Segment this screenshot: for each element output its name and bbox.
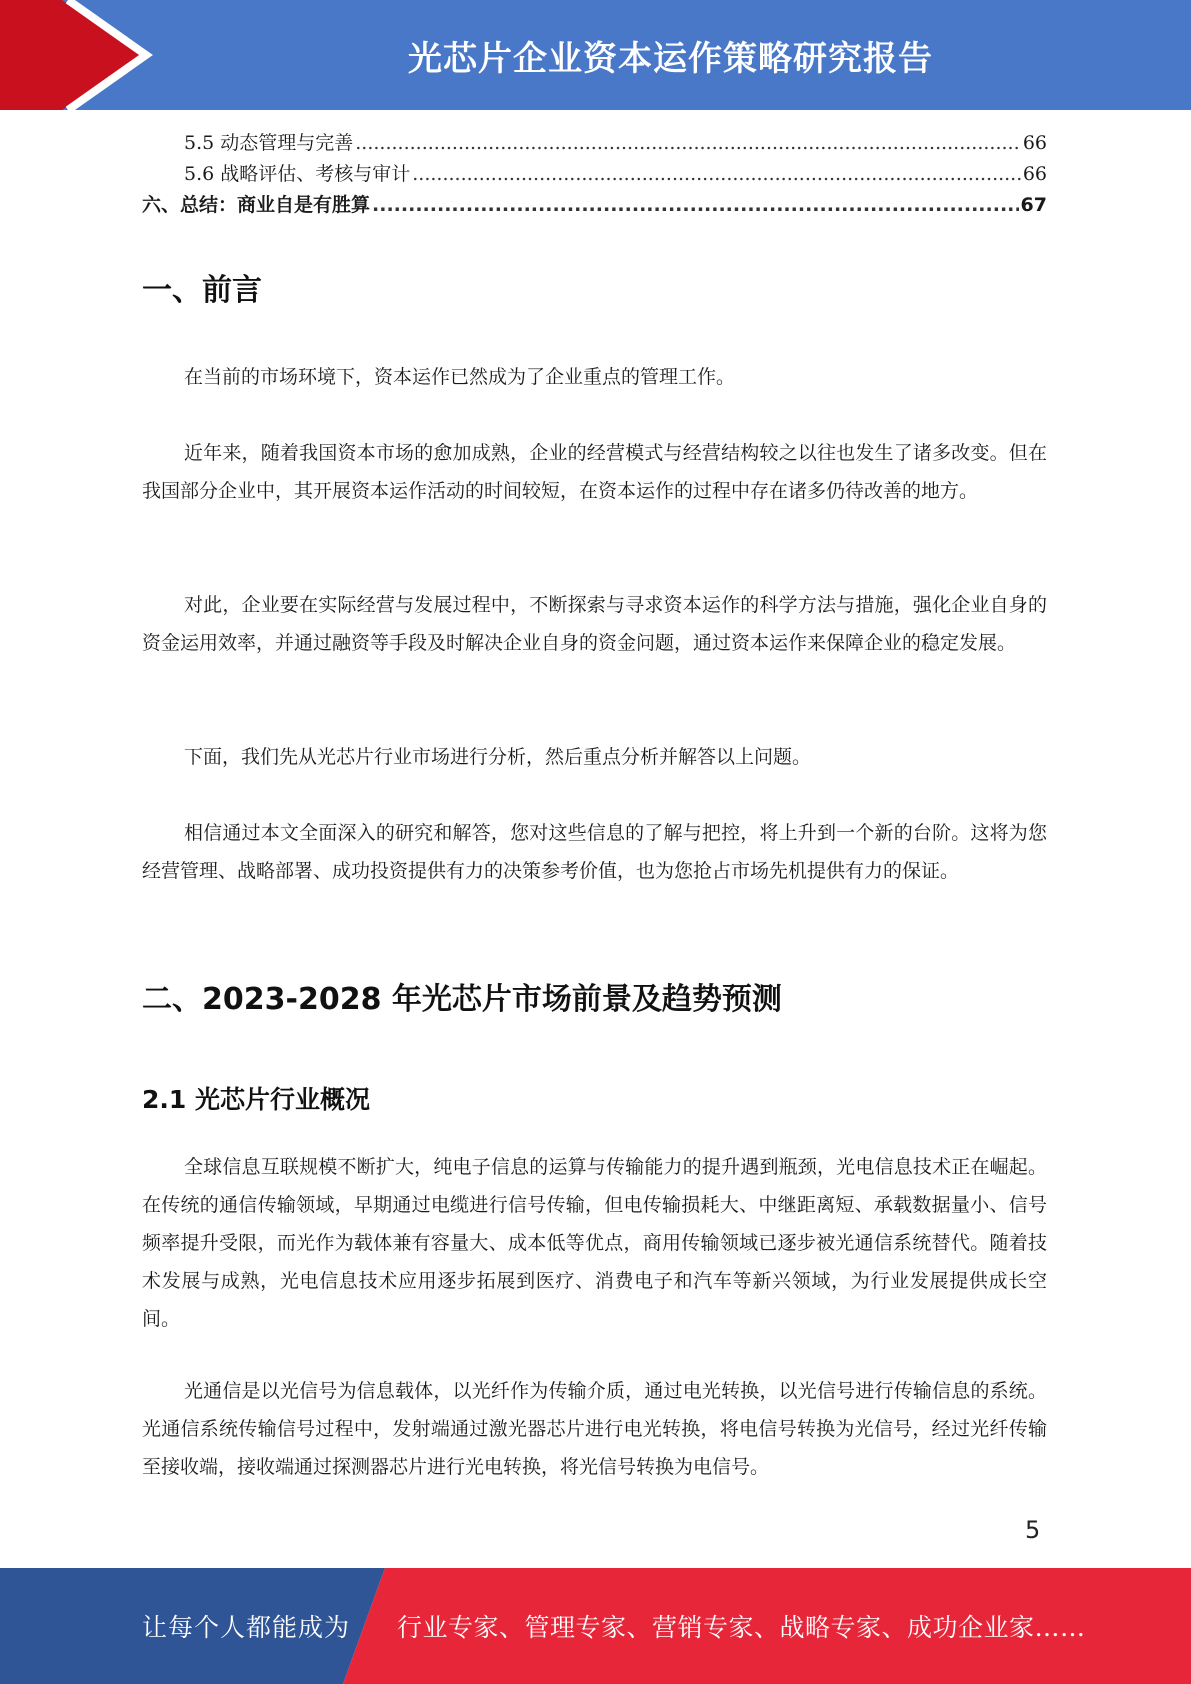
toc-entry-label: 六、总结：商业自是有胜算 — [142, 194, 371, 216]
toc-entry-label: 5.5 动态管理与完善 — [184, 132, 354, 154]
page-footer — [0, 1568, 1191, 1684]
subsection-heading: 2.1 光芯片行业概况 — [142, 1085, 370, 1114]
footer-slogan-right: 行业专家、管理专家、营销专家、战略专家、成功企业家…… — [397, 1613, 1086, 1642]
section-heading: 二、2023-2028 年光芯片市场前景及趋势预测 — [142, 982, 782, 1017]
toc-leader-dots — [412, 162, 1021, 186]
paragraph: 下面，我们先从光芯片行业市场进行分析，然后重点分析并解答以上问题。 — [184, 746, 812, 768]
report-title: 光芯片企业资本运作策略研究报告 — [408, 38, 933, 79]
paragraph: 相信通过本文全面深入的研究和解答，您对这些信息的了解与把控，将上升到一个新的台阶。这将为您经营管理、战略部署、成功投资提供有力的决策参考价值，也为您抢占市场先机提供有力的保证。 — [142, 822, 1047, 882]
toc-entry-page: 66 — [1022, 163, 1047, 185]
page-header — [0, 0, 1191, 110]
toc-leader-dots — [372, 193, 1019, 217]
page-number: 5 — [1025, 1516, 1041, 1544]
toc-entry-label: 5.6 战略评估、考核与审计 — [184, 163, 411, 185]
red-chevron-logo — [0, 0, 160, 110]
toc-entry-page: 66 — [1022, 132, 1047, 154]
section-heading: 一、前言 — [142, 273, 262, 308]
paragraph: 光通信是以光信号为信息载体，以光纤作为传输介质，通过电光转换，以光信号进行传输信息的系统。光通信系统传输信号过程中，发射端通过激光器芯片进行电光转换，将电信号转换为光信号，经过光纤传输至接收端，接收端通过探测器芯片进行光电转换，将光信号转换为电信号。 — [142, 1380, 1047, 1478]
paragraph: 全球信息互联规模不断扩大，纯电子信息的运算与传输能力的提升遇到瓶颈，光电信息技术正在崛起。在传统的通信传输领域，早期通过电缆进行信号传输，但电传输损耗大、中继距离短、承载数据量小、信号频率提升受限，而光作为载体兼有容量大、成本低等优点，商用传输领域已逐步被光通信系统替代。随着技术发展与成熟，光电信息技术应用逐步拓展到医疗、消费电子和汽车等新兴领域，为行业发展提供成长空间。 — [142, 1156, 1047, 1330]
toc-leader-dots — [355, 131, 1021, 155]
footer-slogan-left: 让每个人都能成为 — [142, 1613, 351, 1642]
paragraph: 对此，企业要在实际经营与发展过程中，不断探索与寻求资本运作的科学方法与措施，强化企业自身的资金运用效率，并通过融资等手段及时解决企业自身的资金问题，通过资本运作来保障企业的稳定发展。 — [142, 594, 1047, 654]
paragraph: 在当前的市场环境下，资本运作已然成为了企业重点的管理工作。 — [184, 366, 736, 388]
toc-entry-page: 67 — [1020, 194, 1047, 216]
toc-entry[interactable] — [142, 162, 1047, 186]
toc-entry[interactable] — [142, 131, 1047, 155]
toc-entry[interactable] — [142, 193, 1047, 217]
paragraph: 近年来，随着我国资本市场的愈加成熟，企业的经营模式与经营结构较之以往也发生了诸多改变。但在我国部分企业中，其开展资本运作活动的时间较短，在资本运作的过程中存在诸多仍待改善的地方。 — [142, 442, 1047, 502]
